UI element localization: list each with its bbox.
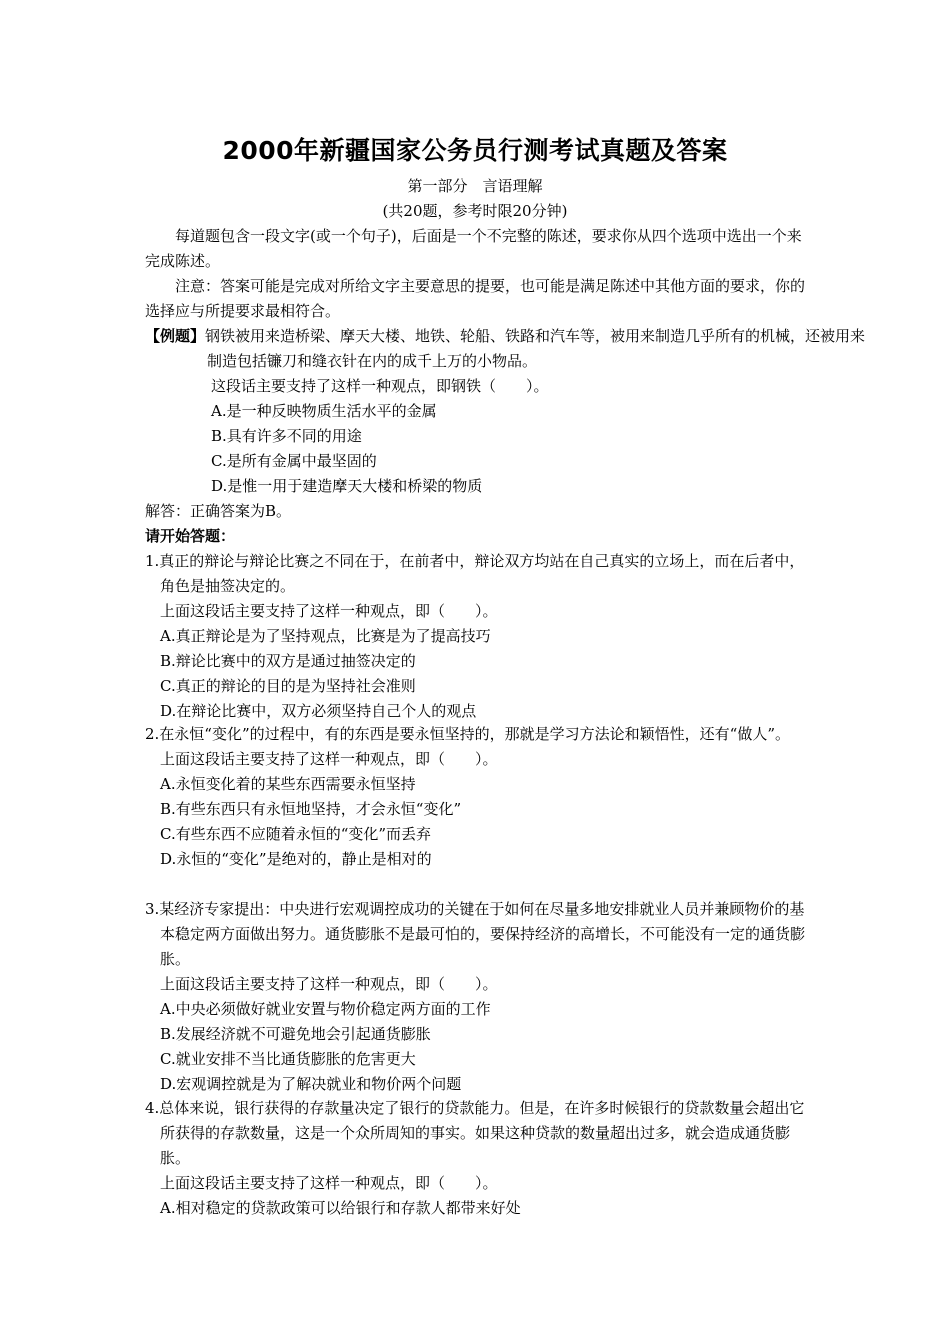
question-2 xyxy=(145,722,810,872)
question-prompt: 上面这段话主要支持了这样一种观点，即（ ）。 xyxy=(160,975,498,993)
question-3 xyxy=(145,897,810,1097)
example-option: D.是惟一用于建造摩天大楼和桥梁的物质 xyxy=(211,477,483,495)
question-option: C.有些东西不应随着永恒的“变化”而丢弃 xyxy=(160,825,432,843)
question-prompt: 上面这段话主要支持了这样一种观点，即（ ）。 xyxy=(160,750,498,768)
question-option: C.就业安排不当比通货膨胀的危害更大 xyxy=(160,1050,416,1068)
example-answer: 解答：正确答案为B。 xyxy=(145,502,292,520)
question-stem: 1.真正的辩论与辩论比赛之不同在于，在前者中，辩论双方均站在自己真实的立场上，而在后者中，角色是抽签决定的。 xyxy=(145,552,805,595)
example-text xyxy=(145,324,872,374)
section-title: 第一部分 言语理解 xyxy=(407,177,543,195)
start-label: 请开始答题： xyxy=(145,527,236,545)
question-option: A.永恒变化着的某些东西需要永恒坚持 xyxy=(160,775,416,793)
question-option: A.真正辩论是为了坚持观点，比赛是为了提高技巧 xyxy=(160,627,491,645)
question-stem: 2.在永恒“变化”的过程中，有的东西是要永恒坚持的，那就是学习方法论和颖悟性，还有“做人”。 xyxy=(145,725,790,743)
example-prompt: 这段话主要支持了这样一种观点，即钢铁（ ）。 xyxy=(211,377,549,395)
section-note: (共20题，参考时限20分钟) xyxy=(382,202,568,220)
question-option: B.发展经济就不可避免地会引起通货膨胀 xyxy=(160,1025,431,1043)
example-option: A.是一种反映物质生活水平的金属 xyxy=(211,402,437,420)
question-1 xyxy=(145,549,810,724)
question-option: C.真正的辩论的目的是为坚持社会准则 xyxy=(160,677,416,695)
example-option: B.具有许多不同的用途 xyxy=(211,427,362,445)
example-label: 【例题】 xyxy=(145,327,206,345)
question-4 xyxy=(145,1096,810,1221)
question-option: D.在辩论比赛中，双方必须坚持自己个人的观点 xyxy=(160,702,477,720)
question-option: D.宏观调控就是为了解决就业和物价两个问题 xyxy=(160,1075,462,1093)
question-option: B.有些东西只有永恒地坚持，才会永恒“变化” xyxy=(160,800,462,818)
question-option: A.相对稳定的贷款政策可以给银行和存款人都带来好处 xyxy=(160,1199,521,1217)
question-stem: 4.总体来说，银行获得的存款量决定了银行的贷款能力。但是，在许多时候银行的贷款数量会超出它所获得的存款数量，这是一个众所周知的事实。如果这种贷款的数量超出过多，就会造成通货膨胀。 xyxy=(145,1099,805,1167)
question-prompt: 上面这段话主要支持了这样一种观点，即（ ）。 xyxy=(160,602,498,620)
instruction-paragraph: 每道题包含一段文字(或一个句子)，后面是一个不完整的陈述，要求你从四个选项中选出一个来完成陈述。 xyxy=(145,227,802,270)
question-stem: 3.某经济专家提出：中央进行宏观调控成功的关键在于如何在尽量多地安排就业人员并兼顾物价的基本稳定两方面做出努力。通货膨胀不是最可怕的，要保持经济的高增长，不可能没有一定的通货膨胀。 xyxy=(145,900,806,968)
example-question xyxy=(211,374,549,499)
document-title: 2000年新疆国家公务员行测考试真题及答案 xyxy=(222,136,728,165)
example-body: 钢铁被用来造桥梁、摩天大楼、地铁、轮船、铁路和汽车等，被用来制造几乎所有的机械，还被用来制造包括镰刀和缝衣针在内的成千上万的小物品。 xyxy=(205,327,866,370)
example-option: C.是所有金属中最坚固的 xyxy=(211,452,377,470)
question-prompt: 上面这段话主要支持了这样一种观点，即（ ）。 xyxy=(160,1174,498,1192)
question-option: B.辩论比赛中的双方是通过抽签决定的 xyxy=(160,652,416,670)
question-option: D.永恒的“变化”是绝对的，静止是相对的 xyxy=(160,850,432,868)
note-paragraph: 注意：答案可能是完成对所给文字主要意思的提要，也可能是满足陈述中其他方面的要求，你的选择应与所提要求最相符合。 xyxy=(145,277,806,320)
question-option: A.中央必须做好就业安置与物价稳定两方面的工作 xyxy=(160,1000,491,1018)
